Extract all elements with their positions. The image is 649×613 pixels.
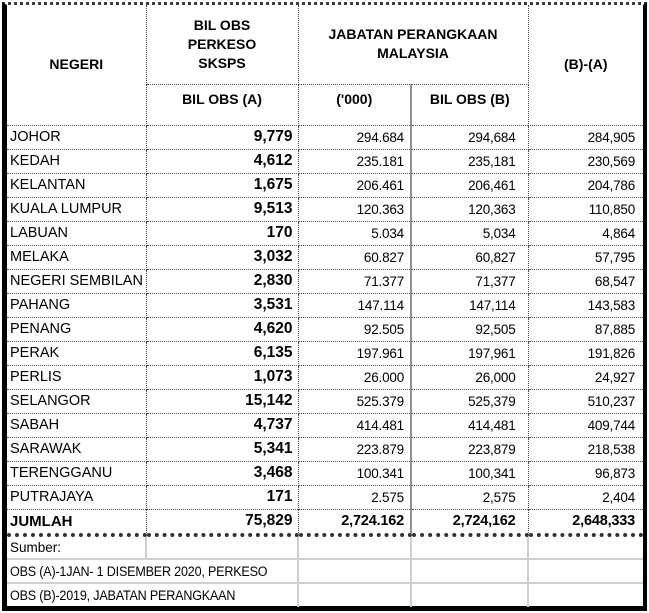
- total-diff: 2,648,333: [528, 509, 643, 535]
- source-label-row: [7, 535, 643, 559]
- table-row: [7, 365, 643, 389]
- table-row: [7, 389, 643, 413]
- cell-diff: 68,547: [528, 269, 643, 293]
- cell-negeri: PUTRAJAYA: [7, 485, 146, 509]
- table-row: [7, 149, 643, 173]
- table-row: [7, 221, 643, 245]
- cell-thousand: 197.961: [298, 341, 411, 365]
- cell-a: 9,779: [146, 125, 298, 149]
- cell-diff: 218,538: [528, 437, 643, 461]
- cell-b: 71,377: [411, 269, 528, 293]
- source-empty-cell: [146, 535, 298, 559]
- cell-b: 414,481: [411, 413, 528, 437]
- cell-thousand: 414.481: [298, 413, 411, 437]
- cell-diff: 284,905: [528, 125, 643, 149]
- table-row: [7, 125, 643, 149]
- cell-diff: 4,864: [528, 221, 643, 245]
- data-table: [7, 5, 643, 607]
- cell-negeri: PENANG: [7, 317, 146, 341]
- table-row: [7, 413, 643, 437]
- cell-a: 9,513: [146, 197, 298, 221]
- cell-thousand: 206.461: [298, 173, 411, 197]
- cell-negeri: PERLIS: [7, 365, 146, 389]
- cell-negeri: SARAWAK: [7, 437, 146, 461]
- cell-negeri: NEGERI SEMBILAN: [7, 269, 146, 293]
- cell-thousand: 100.341: [298, 461, 411, 485]
- total-row: [7, 509, 643, 535]
- total-thousand: 2,724.162: [298, 509, 411, 535]
- cell-a: 3,531: [146, 293, 298, 317]
- cell-a: 6,135: [146, 341, 298, 365]
- header-diff-label: (B)-(A): [564, 56, 608, 73]
- cell-diff: 87,885: [528, 317, 643, 341]
- cell-thousand: 92.505: [298, 317, 411, 341]
- cell-a: 170: [146, 221, 298, 245]
- header-perkeso-line2: PERKESO: [187, 35, 257, 52]
- table-total: [7, 509, 643, 607]
- cell-a: 3,032: [146, 245, 298, 269]
- cell-a: 4,612: [146, 149, 298, 173]
- cell-a: 1,073: [146, 365, 298, 389]
- cell-b: 100,341: [411, 461, 528, 485]
- source-empty-cell: [411, 559, 528, 583]
- cell-negeri: SABAH: [7, 413, 146, 437]
- cell-a: 1,675: [146, 173, 298, 197]
- source-note-a-text: OBS (A)-1JAN- 1 DISEMBER 2020, PERKESO: [10, 563, 268, 579]
- cell-diff: 230,569: [528, 149, 643, 173]
- source-note-b-row: [7, 583, 643, 607]
- cell-thousand: 120.363: [298, 197, 411, 221]
- source-empty-cell: [411, 583, 528, 607]
- cell-negeri: PAHANG: [7, 293, 146, 317]
- cell-negeri: KELANTAN: [7, 173, 146, 197]
- total-label: JUMLAH: [7, 509, 146, 535]
- header-negeri-label: NEGERI: [49, 56, 104, 73]
- source-note-b: [7, 583, 298, 607]
- table-row: [7, 485, 643, 509]
- cell-thousand: 26.000: [298, 365, 411, 389]
- cell-a: 4,737: [146, 413, 298, 437]
- cell-b: 2,575: [411, 485, 528, 509]
- cell-b: 60,827: [411, 245, 528, 269]
- cell-a: 171: [146, 485, 298, 509]
- cell-diff: 24,927: [528, 365, 643, 389]
- table-body: [7, 125, 643, 509]
- cell-b: 197,961: [411, 341, 528, 365]
- cell-a: 4,620: [146, 317, 298, 341]
- cell-negeri: JOHOR: [7, 125, 146, 149]
- cell-diff: 510,237: [528, 389, 643, 413]
- source-note-b-text: OBS (B)-2019, JABATAN PERANGKAAN: [10, 588, 236, 603]
- cell-diff: 2,404: [528, 485, 643, 509]
- cell-thousand: 2.575: [298, 485, 411, 509]
- cell-thousand: 235.181: [298, 149, 411, 173]
- cell-diff: 409,744: [528, 413, 643, 437]
- cell-thousand: 294.684: [298, 125, 411, 149]
- cell-thousand: 71.377: [298, 269, 411, 293]
- table-row: [7, 197, 643, 221]
- cell-diff: 110,850: [528, 197, 643, 221]
- cell-negeri: SELANGOR: [7, 389, 146, 413]
- source-note-a: [7, 559, 298, 583]
- cell-b: 147,114: [411, 293, 528, 317]
- table-row: [7, 173, 643, 197]
- table-row: [7, 437, 643, 461]
- table-row: [7, 269, 643, 293]
- cell-thousand: 147.114: [298, 293, 411, 317]
- cell-negeri: PERAK: [7, 341, 146, 365]
- header-group-row: [7, 5, 643, 84]
- source-empty-cell: [298, 559, 411, 583]
- table-row: [7, 245, 643, 269]
- header-jpm: [298, 5, 528, 84]
- cell-diff: 204,786: [528, 173, 643, 197]
- source-note-a-row: [7, 559, 643, 583]
- header-perkeso-line1: BIL OBS: [193, 16, 251, 33]
- cell-thousand: 60.827: [298, 245, 411, 269]
- header-diff: [528, 5, 643, 125]
- header-negeri: [7, 5, 146, 125]
- table-row: [7, 341, 643, 365]
- source-empty-cell: [298, 583, 411, 607]
- cell-diff: 191,826: [528, 341, 643, 365]
- cell-thousand: 223.879: [298, 437, 411, 461]
- source-empty-cell: [528, 583, 643, 607]
- cell-b: 223,879: [411, 437, 528, 461]
- source-empty-cell: [528, 535, 643, 559]
- subheader-bil-obs-b: BIL OBS (B): [411, 84, 528, 125]
- table-row: [7, 317, 643, 341]
- cell-negeri: LABUAN: [7, 221, 146, 245]
- cell-thousand: 525.379: [298, 389, 411, 413]
- total-bil-obs-a: 75,829: [146, 509, 298, 535]
- source-label: Sumber:: [7, 535, 146, 559]
- cell-a: 5,341: [146, 437, 298, 461]
- subheader-bil-obs-a: BIL OBS (A): [146, 84, 298, 125]
- cell-negeri: KUALA LUMPUR: [7, 197, 146, 221]
- source-empty-cell: [298, 535, 411, 559]
- header-jpm-line1: JABATAN PERANGKAAN: [328, 26, 498, 43]
- header-perkeso-line3: SKSPS: [198, 54, 246, 71]
- cell-negeri: MELAKA: [7, 245, 146, 269]
- cell-a: 3,468: [146, 461, 298, 485]
- table-frame: [2, 2, 647, 611]
- header-perkeso: [146, 5, 298, 84]
- cell-b: 5,034: [411, 221, 528, 245]
- subheader-thousand: ('000): [298, 84, 411, 125]
- table-row: [7, 293, 643, 317]
- cell-diff: 57,795: [528, 245, 643, 269]
- total-bil-obs-b: 2,724,162: [411, 509, 528, 535]
- cell-diff: 143,583: [528, 293, 643, 317]
- cell-b: 294,684: [411, 125, 528, 149]
- cell-b: 26,000: [411, 365, 528, 389]
- table-header: [7, 5, 643, 125]
- cell-diff: 96,873: [528, 461, 643, 485]
- cell-negeri: TERENGGANU: [7, 461, 146, 485]
- header-jpm-line2: MALAYSIA: [377, 45, 449, 62]
- cell-a: 15,142: [146, 389, 298, 413]
- cell-b: 120,363: [411, 197, 528, 221]
- cell-a: 2,830: [146, 269, 298, 293]
- source-empty-cell: [411, 535, 528, 559]
- cell-b: 92,505: [411, 317, 528, 341]
- cell-b: 235,181: [411, 149, 528, 173]
- table-row: [7, 461, 643, 485]
- source-empty-cell: [528, 559, 643, 583]
- cell-negeri: KEDAH: [7, 149, 146, 173]
- cell-thousand: 5.034: [298, 221, 411, 245]
- cell-b: 525,379: [411, 389, 528, 413]
- cell-b: 206,461: [411, 173, 528, 197]
